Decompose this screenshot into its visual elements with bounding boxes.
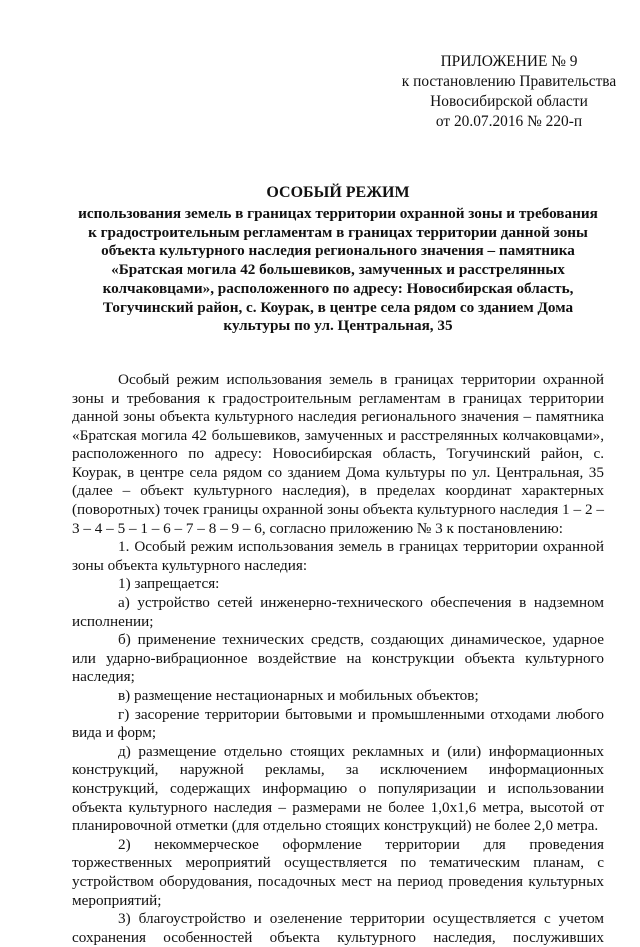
title-subtitle: использования земель в границах территории охранной зоны и требования к градостроительным регламентам в границах территории данной зоны объекта культурного наследия регионального значения – памятника «Братская могила 42 большевиков, замученных и расстрелянных колчаковцами», расположенного по адресу: Новосибирская область, Тогучинский район, с. Коурак, в центре села рядом со зданием Дома культуры по ул. Центральная, 35 (78, 205, 598, 335)
document-body (72, 371, 604, 947)
list-item-3: 3) благоустройство и озеленение территории осуществляется с учетом сохранения особенностей объекта культурного наследия, послуживших (72, 910, 604, 946)
list-item-1d: д) размещение отдельно стоящих рекламных и (или) информационных конструкций, наружной рекламы, за исключением информационных конструкций, содержащих информацию о популяризации и использовании объекта культурного наследия – размерами не более 1,0х1,6 метра, высотой от планировочной отметки (для отдельно стоящих конструкций) не более 2,0 метра. (72, 742, 604, 835)
approval-line-date: от 20.07.2016 № 220-п (435, 113, 583, 130)
approval-block (398, 52, 620, 132)
list-item-1v: в) размещение нестационарных и мобильных объектов; (118, 687, 479, 705)
approval-line-resolution: к постановлению Правительства (401, 73, 617, 90)
title-heading: ОСОБЫЙ РЕЖИМ (266, 184, 410, 201)
approval-line-region: Новосибирской области (430, 93, 588, 110)
appendix-number: ПРИЛОЖЕНИЕ № 9 (440, 53, 578, 70)
intro-paragraph: Особый режим использования земель в границах территории охранной зоны и требования к градостроительным регламентам в границах территории данной зоны объекта культурного наследия регионального значения – памятника «Братская могила 42 большевиков, замученных и расстрелянных колчаковцами», расположенного по адресу: Новосибирская область, Тогучинский район, с. Коурак, в центре села рядом со зданием Дома культуры по ул. Центральная, 35 (далее – объект культурного наследия), в пределах координат характерных (поворотных) точек границы охранной зоны объекта культурного наследия 1 – 2 – 3 – 4 – 5 – 1 – 6 – 7 – 8 – 9 – 6, согласно приложению № 3 к постановлению: (72, 370, 604, 537)
document-title (72, 183, 604, 336)
list-item-1: 1) запрещается: (118, 575, 220, 593)
list-item-1a: а) устройство сетей инженерно-технического обеспечения в надземном исполнении; (72, 594, 604, 630)
list-item-1g: г) засорение территории бытовыми и промышленными отходами любого вида и форм; (72, 705, 604, 742)
list-item-2: 2) некоммерческое оформление территории для проведения торжественных мероприятий осуществляется по тематическим планам, с устройством оборудования, посадочных мест на период проведения культурных мероприятий; (72, 835, 604, 909)
list-item-1b: б) применение технических средств, создающих динамическое, ударное или ударно-вибрационное воздействие на конструкции объекта культурного наследия; (72, 631, 604, 686)
section-1-heading: 1. Особый режим использования земель в границах территории охранной зоны объекта культурного наследия: (72, 538, 604, 574)
